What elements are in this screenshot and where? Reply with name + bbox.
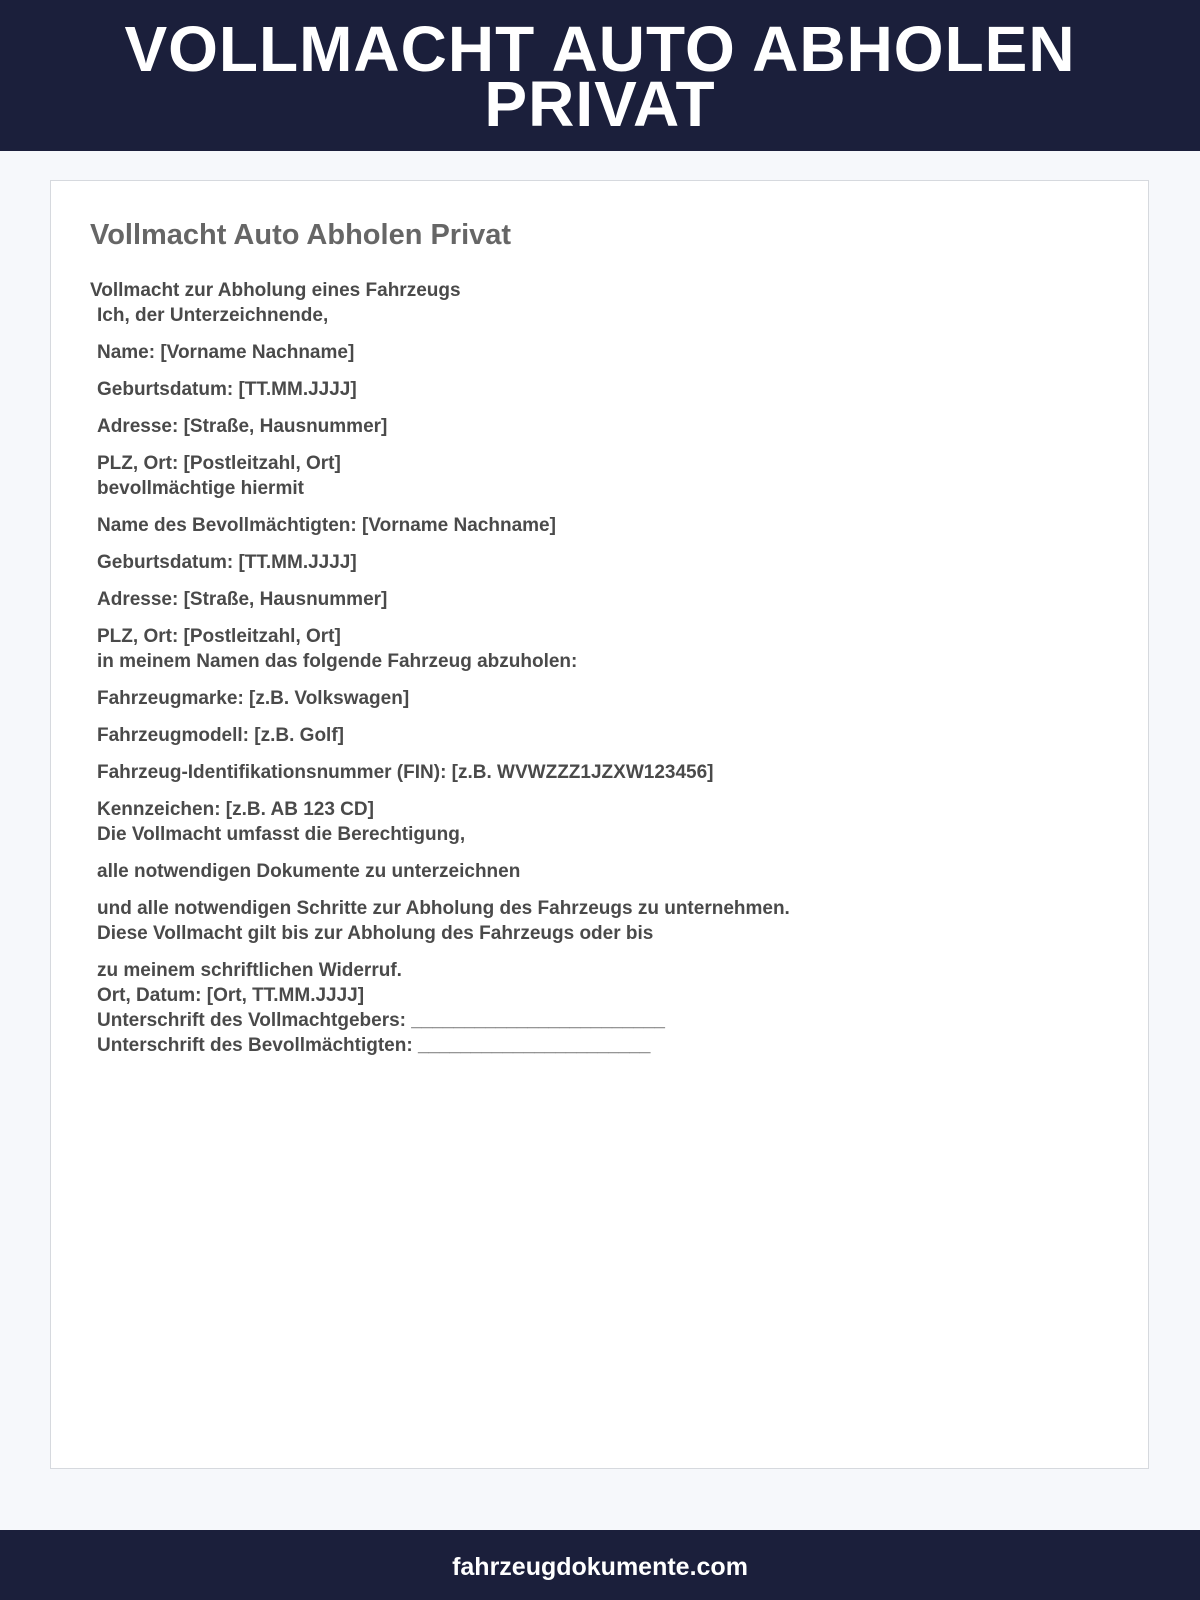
signature-line-authorized: Unterschrift des Bevollmächtigten: ______________________	[97, 1035, 651, 1056]
text-line: und alle notwendigen Schritte zur Abholung des Fahrzeugs zu unternehmen.	[97, 898, 790, 919]
page-title: VOLLMACHT AUTO ABHOLEN PRIVAT	[124, 13, 1076, 140]
text-line: in meinem Namen das folgende Fahrzeug abzuholen:	[97, 651, 578, 672]
text-line: PLZ, Ort: [Postleitzahl, Ort]	[97, 626, 341, 647]
document-card	[50, 180, 1149, 1469]
text-line: Adresse: [Straße, Hausnummer]	[97, 589, 388, 610]
place-date-line: Ort, Datum: [Ort, TT.MM.JJJJ]	[97, 985, 365, 1006]
text-line: Kennzeichen: [z.B. AB 123 CD]	[97, 799, 374, 820]
page-header	[0, 0, 1200, 151]
intro-heading: Vollmacht zur Abholung eines Fahrzeugs	[90, 280, 461, 301]
document-body	[90, 278, 1090, 1058]
document-title: Vollmacht Auto Abholen Privat	[90, 219, 512, 251]
text-line: Adresse: [Straße, Hausnummer]	[97, 416, 388, 437]
text-line: Fahrzeug-Identifikationsnummer (FIN): [z.B. WVWZZZ1JZXW123456]	[97, 762, 714, 783]
text-line: Geburtsdatum: [TT.MM.JJJJ]	[97, 379, 357, 400]
text-line: Fahrzeugmarke: [z.B. Volkswagen]	[97, 688, 410, 709]
text-line: alle notwendigen Dokumente zu unterzeichnen	[97, 861, 521, 882]
text-line: Name des Bevollmächtigten: [Vorname Nachname]	[97, 515, 556, 536]
text-line: Diese Vollmacht gilt bis zur Abholung des Fahrzeugs oder bis	[97, 923, 654, 944]
text-line: Fahrzeugmodell: [z.B. Golf]	[97, 725, 344, 746]
footer-site-link[interactable]: fahrzeugdokumente.com	[452, 1553, 748, 1581]
text-line: Ich, der Unterzeichnende,	[97, 305, 329, 326]
text-line: Geburtsdatum: [TT.MM.JJJJ]	[97, 552, 357, 573]
page-footer	[0, 1530, 1200, 1600]
text-line: zu meinem schriftlichen Widerruf.	[97, 960, 402, 981]
signature-line-grantor: Unterschrift des Vollmachtgebers: ________________________	[97, 1010, 665, 1031]
text-line: PLZ, Ort: [Postleitzahl, Ort]	[97, 453, 341, 474]
text-line: Name: [Vorname Nachname]	[97, 342, 355, 363]
text-line: Die Vollmacht umfasst die Berechtigung,	[97, 824, 466, 845]
text-line: bevollmächtige hiermit	[97, 478, 304, 499]
